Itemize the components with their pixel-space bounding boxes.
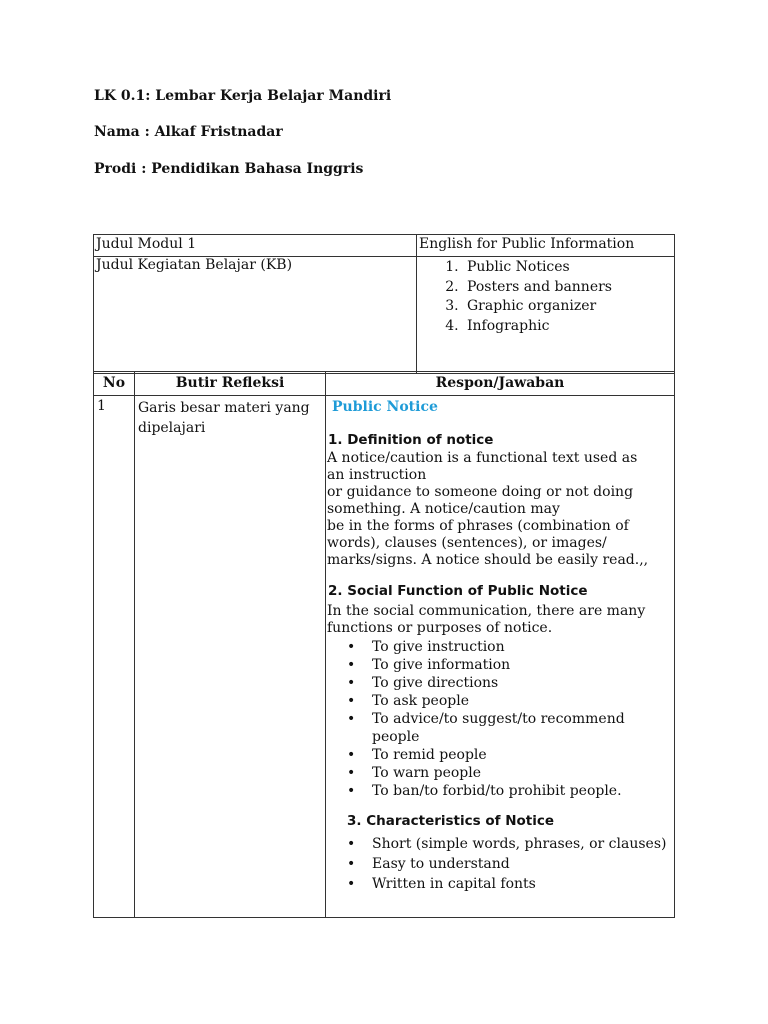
study-program: Prodi : Pendidikan Bahasa Inggris [94, 161, 364, 177]
social-function-list [326, 638, 674, 800]
paragraph-line: something. A notice/caution may [327, 501, 560, 517]
row-number: 1 [94, 396, 135, 918]
section-heading-characteristics: 3. Characteristics of Notice [347, 813, 555, 829]
reflection-item: Garis besar materi yang dipelajari [135, 396, 326, 918]
header-butir-refleksi: Butir Refleksi [135, 372, 326, 396]
list-item: • To remid people [372, 746, 674, 764]
paragraph-line: functions or purposes of notice. [327, 620, 553, 636]
list-item: • Short (simple words, phrases, or clauses) [372, 834, 674, 854]
paragraph-line: marks/signs. A notice should be easily read.,, [327, 552, 649, 568]
section-heading-definition: 1. Definition of notice [328, 432, 494, 448]
modul-label: Judul Modul 1 [94, 235, 417, 257]
kb-list [419, 258, 672, 336]
paragraph-line: an instruction [327, 467, 427, 483]
kb-item: 4. Infographic [463, 317, 672, 337]
definition-paragraph [326, 450, 674, 569]
characteristics-list [326, 834, 674, 894]
reflection-table [93, 371, 675, 918]
list-item: • Easy to understand [372, 854, 674, 874]
paragraph-line: In the social communication, there are many [327, 603, 646, 619]
paragraph-line: be in the forms of phrases (combination of [327, 518, 629, 534]
paragraph-line: A notice/caution is a functional text used as [327, 450, 638, 466]
list-item: • To ban/to forbid/to prohibit people. [372, 782, 674, 800]
paragraph-line: words), clauses (sentences), or images/ [327, 535, 607, 551]
module-info-table [93, 234, 675, 374]
list-item: • To ask people [372, 692, 674, 710]
modul-value: English for Public Information [417, 235, 675, 257]
kb-item: 2. Posters and banners [463, 278, 672, 298]
kb-label: Judul Kegiatan Belajar (KB) [94, 257, 417, 374]
response-cell [326, 396, 675, 918]
list-item: • To give instruction [372, 638, 674, 656]
list-item: • To give information [372, 656, 674, 674]
header-respon-jawaban: Respon/Jawaban [326, 372, 675, 396]
kb-list-cell [417, 257, 675, 374]
social-function-paragraph [326, 603, 674, 637]
kb-item: 3. Graphic organizer [463, 297, 672, 317]
worksheet-title: LK 0.1: Lembar Kerja Belajar Mandiri [94, 88, 392, 104]
list-item: • Written in capital fonts [372, 874, 674, 894]
response-title: Public Notice [332, 399, 438, 415]
list-item: • To warn people [372, 764, 674, 782]
list-item: • To give directions [372, 674, 674, 692]
student-name: Nama : Alkaf Fristnadar [94, 124, 283, 140]
paragraph-line: or guidance to someone doing or not doing [327, 484, 634, 500]
header-no: No [94, 372, 135, 396]
kb-item: 1. Public Notices [463, 258, 672, 278]
section-heading-social-function: 2. Social Function of Public Notice [328, 583, 588, 599]
list-item: • To advice/to suggest/to recommend people [372, 710, 674, 746]
